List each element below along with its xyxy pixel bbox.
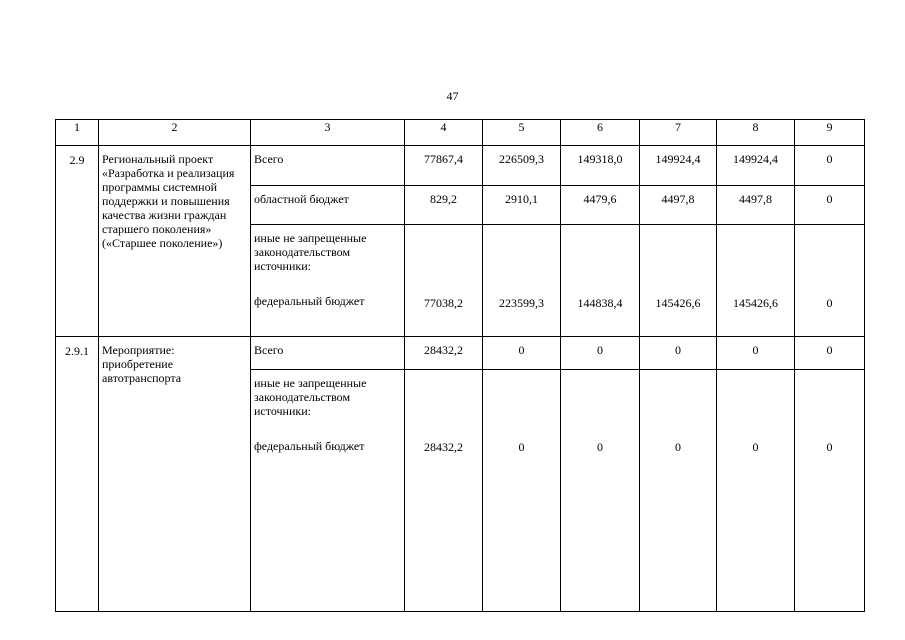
header-cell: 4 xyxy=(405,120,483,146)
value-text: 0 xyxy=(675,440,681,454)
value-text: 0 xyxy=(826,440,833,454)
value-cell: 2910,1 xyxy=(483,186,561,225)
value-cell: 226509,3 xyxy=(483,146,561,186)
value-text: 0 xyxy=(597,440,603,454)
value-cell xyxy=(483,225,561,337)
value-cell: 0 xyxy=(795,146,865,186)
item-name: Региональный проект «Разработка и реализация программы системной поддержки и повышения качества жизни граждан старшего поколения» («Старшее поколение») xyxy=(99,146,251,337)
header-cell: 2 xyxy=(99,120,251,146)
funding-source: федеральный бюджет xyxy=(254,439,365,453)
funding-source: Всего xyxy=(251,146,405,186)
value-text: 223599,3 xyxy=(499,296,544,310)
value-cell: 0 xyxy=(640,337,717,370)
value-cell: 149924,4 xyxy=(640,146,717,186)
budget-table xyxy=(55,119,865,612)
header-cell: 5 xyxy=(483,120,561,146)
value-cell: 149318,0 xyxy=(561,146,640,186)
value-cell xyxy=(561,225,640,337)
value-cell xyxy=(717,225,795,337)
value-text: 77038,2 xyxy=(424,296,463,310)
funding-source-cell xyxy=(251,370,405,612)
funding-source: Всего xyxy=(251,337,405,370)
funding-source-note: иные не запрещенные законодательством источники: xyxy=(254,376,367,418)
value-text: 28432,2 xyxy=(424,440,463,454)
value-cell: 4497,8 xyxy=(640,186,717,225)
value-cell: 0 xyxy=(795,337,865,370)
value-cell: 0 xyxy=(717,337,795,370)
funding-source-note: иные не запрещенные законодательством источники: xyxy=(254,231,367,273)
value-cell: 4497,8 xyxy=(717,186,795,225)
item-number: 2.9 xyxy=(56,146,99,337)
value-cell: 829,2 xyxy=(405,186,483,225)
funding-source: областной бюджет xyxy=(251,186,405,225)
table-row xyxy=(56,146,865,186)
header-cell: 1 xyxy=(56,120,99,146)
value-cell xyxy=(561,370,640,612)
value-cell: 0 xyxy=(795,186,865,225)
value-text: 0 xyxy=(752,440,759,454)
value-text: 0 xyxy=(518,440,525,454)
table-header-row xyxy=(56,120,865,146)
header-cell: 3 xyxy=(251,120,405,146)
value-text: 144838,4 xyxy=(577,296,623,310)
table-row xyxy=(56,337,865,370)
page-number: 47 xyxy=(446,89,459,103)
value-cell xyxy=(717,370,795,612)
value-text: 145426,6 xyxy=(733,296,778,310)
value-cell xyxy=(405,370,483,612)
value-cell xyxy=(640,370,717,612)
header-cell: 6 xyxy=(561,120,640,146)
header-cell: 7 xyxy=(640,120,717,146)
item-number: 2.9.1 xyxy=(56,337,99,612)
value-cell: 4479,6 xyxy=(561,186,640,225)
item-name: Мероприятие: приобретение автотранспорта xyxy=(99,337,251,612)
value-text: 0 xyxy=(826,296,833,310)
value-cell: 0 xyxy=(561,337,640,370)
value-cell: 149924,4 xyxy=(717,146,795,186)
value-cell: 77867,4 xyxy=(405,146,483,186)
header-cell: 8 xyxy=(717,120,795,146)
funding-source: федеральный бюджет xyxy=(254,294,365,308)
value-cell xyxy=(405,225,483,337)
value-cell: 28432,2 xyxy=(405,337,483,370)
value-cell xyxy=(483,370,561,612)
value-cell xyxy=(795,370,865,612)
value-cell: 0 xyxy=(483,337,561,370)
header-cell: 9 xyxy=(795,120,865,146)
value-text: 145426,6 xyxy=(655,296,701,310)
value-cell xyxy=(795,225,865,337)
value-cell xyxy=(640,225,717,337)
funding-source-cell xyxy=(251,225,405,337)
